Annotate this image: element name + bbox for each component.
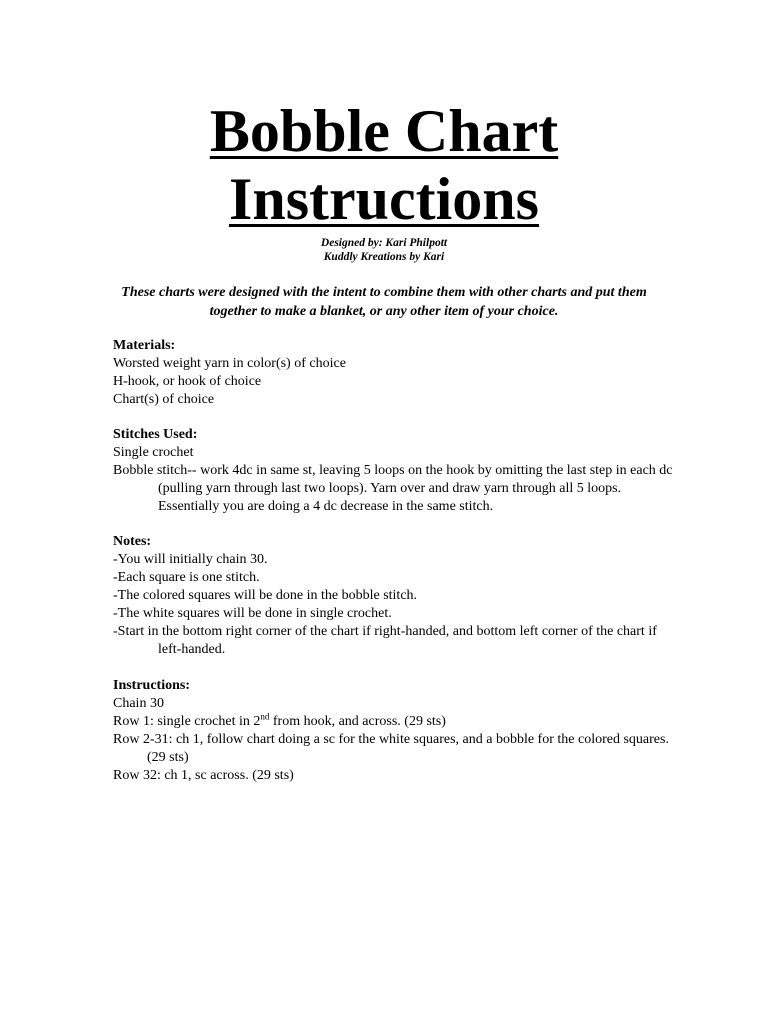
brand-credit: Kuddly Kreations by Kari — [323, 251, 445, 263]
row-1-text: Row 1: single crochet in 2 — [113, 714, 261, 729]
title-line-2: Instructions — [228, 166, 540, 232]
notes-item: -You will initially chain 30. — [113, 552, 268, 567]
row-1-superscript: nd — [260, 711, 270, 722]
row-1-text-end: from hook, and across. (29 sts) — [269, 714, 446, 729]
materials-heading: Materials: — [113, 338, 176, 353]
instructions-row-2-31: Row 2-31: ch 1, follow chart doing a sc for the white squares, and a bobble for the colored squares. (29 sts) — [113, 732, 669, 765]
instructions-section — [113, 677, 673, 785]
instructions-row-1 — [113, 713, 673, 731]
materials-item: Worsted weight yarn in color(s) of choice — [113, 356, 346, 371]
materials-item: H-hook, or hook of choice — [113, 374, 262, 389]
instructions-chain: Chain 30 — [113, 696, 164, 711]
instructions-row-32: Row 32: ch 1, sc across. (29 sts) — [113, 768, 294, 783]
notes-item: -The white squares will be done in single crochet. — [113, 606, 392, 621]
notes-item: -Start in the bottom right corner of the chart if right-handed, and bottom left corner of the chart if left-handed. — [113, 624, 657, 657]
stitches-section — [113, 426, 673, 516]
instructions-heading: Instructions: — [113, 678, 191, 693]
notes-heading: Notes: — [113, 534, 152, 549]
stitches-heading: Stitches Used: — [113, 427, 198, 442]
stitches-item: Single crochet — [113, 445, 194, 460]
designer-credit: Designed by: Kari Philpott — [320, 237, 448, 249]
materials-section — [113, 337, 673, 409]
stitches-item: Bobble stitch-- work 4dc in same st, leaving 5 loops on the hook by omitting the last step in each dc (pulling yarn through last two loops). Yarn over and draw yarn through all 5 loops. Essentially you are doing a 4 dc decrease in the same stitch. — [113, 463, 673, 514]
notes-item: -Each square is one stitch. — [113, 570, 260, 585]
notes-section — [113, 533, 673, 659]
credits-block — [0, 236, 768, 264]
document-title — [0, 98, 768, 234]
materials-item: Chart(s) of choice — [113, 392, 215, 407]
title-line-1: Bobble Chart — [209, 98, 559, 164]
intro-paragraph: These charts were designed with the intent to combine them with other charts and put them together to make a blanket, or any other item of your choice. — [121, 285, 647, 319]
notes-item: -The colored squares will be done in the bobble stitch. — [113, 588, 418, 603]
